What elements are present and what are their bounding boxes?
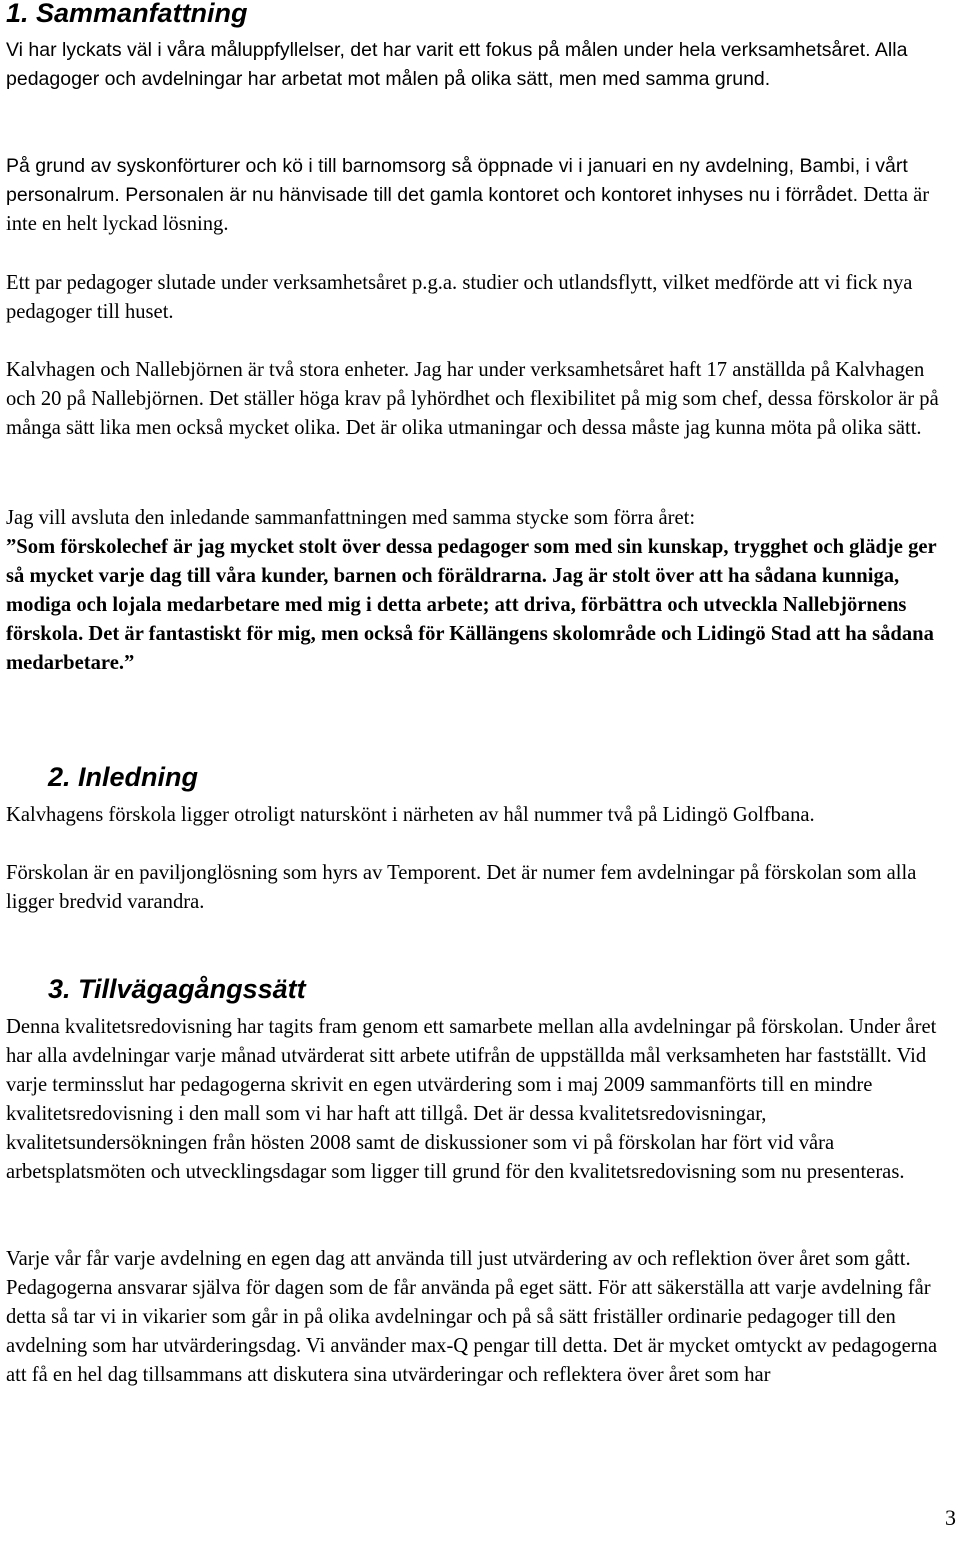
paragraph-ny-avdelning — [6, 152, 956, 239]
paragraph-naturskont: Kalvhagens förskola ligger otroligt naturskönt i närheten av hål nummer två på Lidingö Golfbana. — [6, 804, 815, 826]
page-number: 3 — [945, 1505, 956, 1530]
section-heading-inledning: 2. Inledning — [48, 762, 199, 792]
section-heading-sammanfattning: 1. Sammanfattning — [6, 0, 248, 28]
paragraph-fokus-malen: Vi har lyckats väl i våra måluppfyllelser, det har varit ett fokus på målen under hela verksamhetsåret. Alla pedagoger och avdelningar har arbetat mot målen på olika sätt, men med samma grund. — [6, 39, 908, 90]
paragraph-kvalitetsredovisning: Denna kvalitetsredovisning har tagits fram genom ett samarbete mellan alla avdelningar på förskolan. Under året har alla avdelningar varje månad utvärderat sitt arbete utifrån de uppställda mål verksamheten har fastställt. Vid varje terminsslut har pedagogerna skrivit en egen utvärdering som i maj 2009 sammanförts till en mindre kvalitetsredovisning i den mall som vi har haft att tillgå. Det är dessa kvalitetsredovisningar, kvalitetsundersökningen från hösten 2008 samt de diskussioner som vi på förskolan har fört vid våra arbetsplatsmöten och utvecklingsdagar som ligger till grund för den kvalitetsredovisning som nu presenteras. — [6, 1016, 937, 1183]
paragraph-lyckad-losning: Detta är inte en helt lyckad lösning. — [6, 184, 930, 235]
paragraph-avslutning-intro: Jag vill avsluta den inledande sammanfattningen med samma stycke som förra året: — [6, 507, 696, 529]
paragraph-ny-avdelning-text: På grund av syskonförturer och kö i till barnomsorg så öppnade vi i januari en ny avdelning, Bambi, i vårt personalrum. Personalen är nu hänvisade till det gamla kontoret och kontoret inhyses nu i förrådet. — [6, 155, 908, 206]
paragraph-citat-forskolechef: ”Som förskolechef är jag mycket stolt över dessa pedagoger som med sin kunskap, trygghet och glädje ger så mycket varje dag till våra kunder, barnen och föräldrarna. Jag är stolt över att ha sådana kunniga, modiga och lojala medarbetare med mig i detta arbete; att driva, förbättra och utveckla Nallebjörnens förskola. Det är fantastiskt för mig, men också för Källängens skolområde och Lidingö Stad att ha sådana medarbetare.” — [6, 536, 937, 674]
paragraph-pedagoger-slutade: Ett par pedagoger slutade under verksamhetsåret p.g.a. studier och utlandsflytt, vilket medförde att vi fick nya pedagoger till huset. — [6, 272, 913, 323]
paragraph-utvarderingsdag: Varje vår får varje avdelning en egen dag att använda till just utvärdering av och reflektion över året som gått. Pedagogerna ansvarar själva för dagen som de får använda på eget sätt. För att säkerställa att varje avdelning får detta så tar vi in vikarier som går in på olika avdelningar och på så sätt friställer ordinarie pedagoger till den avdelning som har utvärderingsdag. Vi använder max-Q pengar till detta. Det är mycket omtyckt av pedagogerna att få en hel dag tillsammans att diskutera sina utvärderingar och reflektera över året som har — [6, 1248, 938, 1386]
section-heading-tillvagagangssatt: 3. Tillvägagångssätt — [48, 974, 306, 1004]
paragraph-paviljonglosning: Förskolan är en paviljonglösning som hyrs av Temporent. Det är numer fem avdelningar på förskolan som alla ligger bredvid varandra. — [6, 862, 917, 913]
paragraph-stora-enheter: Kalvhagen och Nallebjörnen är två stora enheter. Jag har under verksamhetsåret haft 17 anställda på Kalvhagen och 20 på Nallebjörnen. Det ställer höga krav på lyhördhet och flexibilitet på mig som chef, dessa förskolor är på många sätt lika men också mycket olika. Det är olika utmaningar och dessa måste jag kunna möta på olika sätt. — [6, 359, 939, 439]
